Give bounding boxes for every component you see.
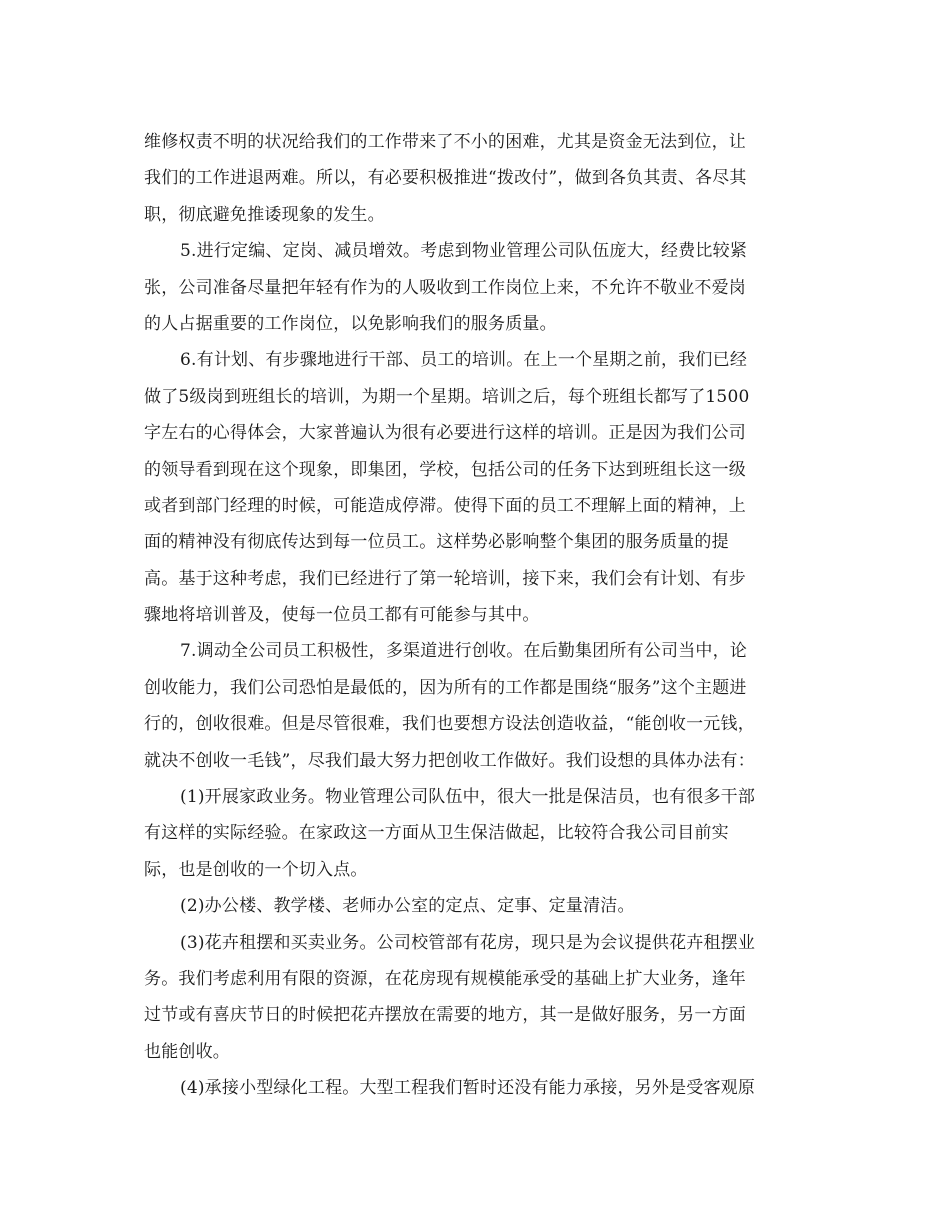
text-line-12: 面的精神没有彻底传达到每一位员工。这样势必影响整个集团的服务质量的提	[144, 532, 729, 553]
text-line-16: 创收能力，我们公司恐怕是最低的，因为所有的工作都是围绕“服务”这个主题进	[144, 677, 747, 698]
document-body	[144, 124, 804, 1107]
text-line-24: 务。我们考虑利用有限的资源，在花房现有规模能承受的基础上扩大业务，逢年	[144, 968, 746, 989]
text-line-20: 有这样的实际经验。在家政这一方面从卫生保洁做起，比较符合我公司目前实	[144, 823, 729, 844]
text-line-21: 际，也是创收的一个切入点。	[144, 859, 368, 880]
text-line-1: 维修权责不明的状况给我们的工作带来了不小的困难，尤其是资金无法到位，让	[144, 132, 746, 152]
text-line-18: 就决不创收一毛钱”，尽我们最大努力把创收工作做好。我们设想的具体办法有：	[144, 750, 755, 771]
text-line-7: 6.有计划、有步骤地进行干部、员工的培训。在上一个星期之前，我们已经	[180, 350, 748, 371]
text-line-9: 字左右的心得体会，大家普遍认为很有必要进行这样的培训。正是因为我们公司	[144, 423, 746, 444]
text-line-19: (1)开展家政业务。物业管理公司队伍中，很大一批是保洁员，也有很多干部	[180, 787, 756, 808]
text-line-14: 骤地将培训普及，使每一位员工都有可能参与其中。	[144, 605, 540, 626]
text-line-26: 也能创收。	[144, 1041, 230, 1062]
text-line-17: 行的，创收很难。但是尽管很难，我们也要想方设法创造收益，“能创收一元钱，	[144, 714, 755, 735]
text-line-15: 7.调动全公司员工积极性，多渠道进行创收。在后勤集团所有公司当中，论	[180, 641, 748, 662]
text-line-6: 的人占据重要的工作岗位，以免影响我们的服务质量。	[144, 313, 557, 334]
text-line-22: (2)办公楼、教学楼、老师办公室的定点、定事、定量清洁。	[180, 896, 635, 917]
text-line-5: 张，公司准备尽量把年轻有作为的人吸收到工作岗位上来，不允许不敬业不爱岗	[144, 277, 746, 298]
text-line-4: 5.进行定编、定岗、减员增效。考虑到物业管理公司队伍庞大，经费比较紧	[180, 241, 748, 262]
text-line-13: 高。基于这种考虑，我们已经进行了第一轮培训，接下来，我们会有计划、有步	[144, 568, 746, 589]
text-line-25: 过节或有喜庆节日的时候把花卉摆放在需要的地方，其一是做好服务，另一方面	[144, 1005, 746, 1026]
text-line-2: 我们的工作进退两难。所以，有必要积极推进“拨改付”，做到各负其责、各尽其	[144, 168, 747, 189]
text-line-10: 的领导看到现在这个现象，即集团，学校，包括公司的任务下达到班组长这一级	[144, 459, 746, 480]
text-line-27: (4)承接小型绿化工程。大型工程我们暂时还没有能力承接，另外是受客观原	[180, 1078, 756, 1099]
text-line-8: 做了5级岗到班组长的培训，为期一个星期。培训之后，每个班组长都写了1500	[144, 386, 750, 407]
text-line-11: 或者到部门经理的时候，可能造成停滞。使得下面的员工不理解上面的精神，上	[144, 495, 746, 516]
text-line-23: (3)花卉租摆和买卖业务。公司校管部有花房，现只是为会议提供花卉租摆业	[180, 932, 756, 953]
text-line-3: 职，彻底避免推诿现象的发生。	[144, 204, 385, 225]
